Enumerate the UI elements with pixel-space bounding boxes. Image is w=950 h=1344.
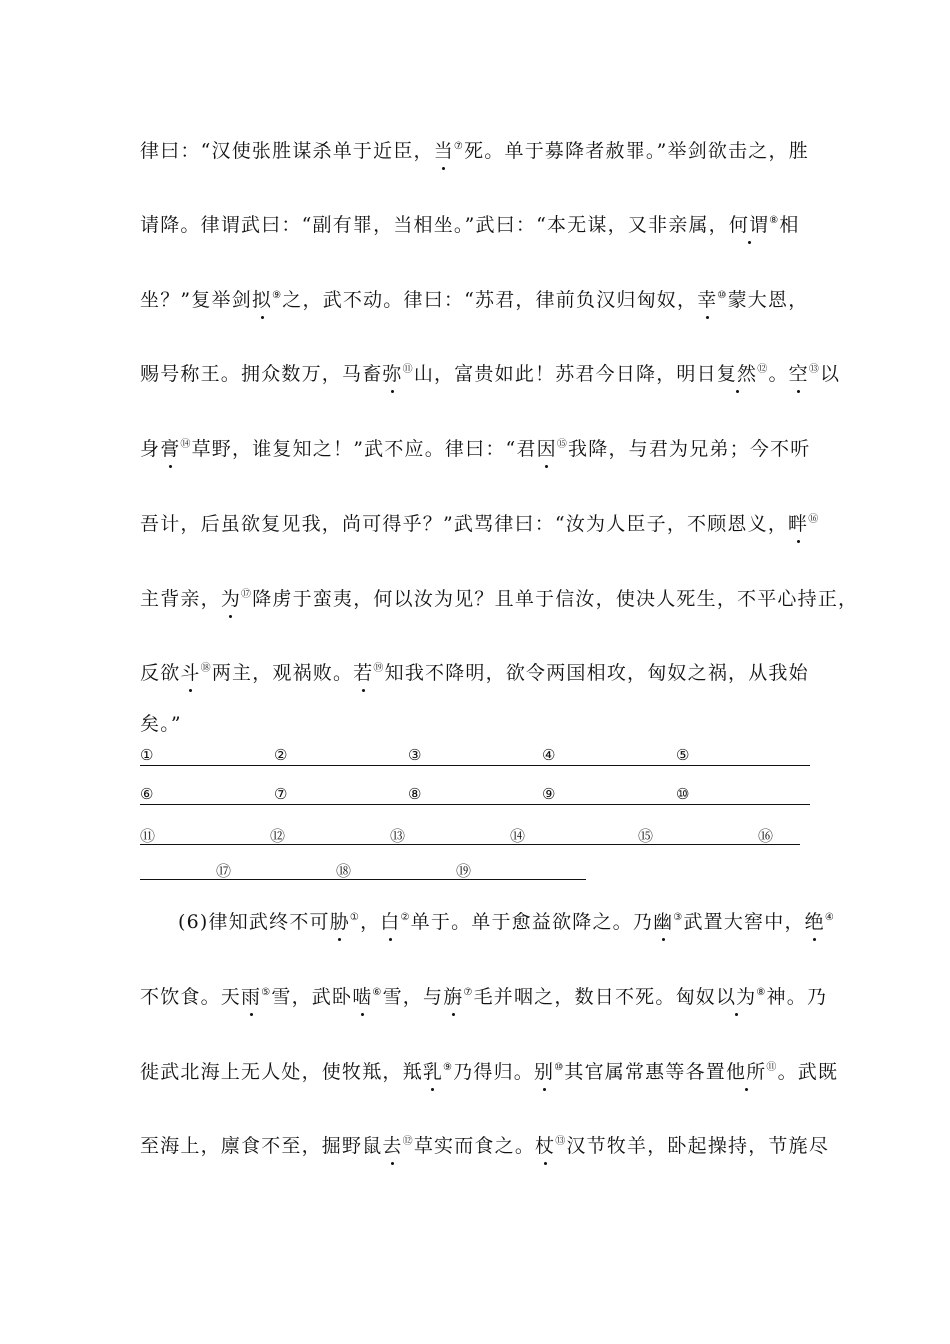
emphasized-word: 何谓 [729,210,769,237]
annotation-marker: ① [349,912,361,923]
annotation-marker: ⑨ [443,1062,454,1073]
emphasized-word: 斗 [180,658,200,685]
emphasized-word: 绝 [805,907,825,934]
emphasized-word: 白 [380,907,400,934]
annotation-marker: ⑩ [554,1062,565,1073]
passage6-line-2: 不饮食。天雨⑤雪，武卧啮⑥雪，与旃⑦毛并咽之，数日不死。匈奴以为⑧神。乃 [140,982,827,1009]
passage5-line-6: 吾计，后虽欲复见我，尚可得乎？”武骂律曰：“汝为人臣子，不顾恩义，畔⑯ [140,509,819,536]
annotation-marker: ⑦ [453,141,465,152]
answer-blank-7[interactable]: ⑦ [274,785,410,805]
annotation-marker: ⑰ [241,589,253,600]
passage5-line-5: 身膏⑭草野，谁复知之！”武不应。律曰：“君因⑮我降，与君为兄弟；今不听 [140,434,810,461]
emphasized-word: 胁 [330,907,350,934]
emphasized-word: 雨 [241,982,261,1009]
answer-blank-4[interactable]: ④ [542,746,678,766]
answer-blank-13[interactable]: ⑬ [390,825,512,845]
answer-blank-12[interactable]: ⑫ [270,825,392,845]
emphasized-word: 为 [221,584,241,611]
answer-blank-9[interactable]: ⑨ [542,785,678,805]
emphasized-word: 旃 [443,982,463,1009]
answer-blank-6[interactable]: ⑥ [140,785,276,805]
emphasized-word: 拟 [252,285,272,312]
annotation-marker: ⑧ [769,215,780,226]
annotation-marker: ⑥ [372,987,383,998]
passage5-line-4: 赐号称王。拥众数万，马畜弥⑪山，富贵如此！苏君今日降，明日复然⑫。空⑬以 [140,359,840,386]
annotation-marker: ⑫ [757,364,769,375]
answer-blank-16[interactable]: ⑯ [758,825,800,845]
passage6-line-3: 徙武北海上无人处，使牧羝，羝乳⑨乃得归。别⑩其官属常惠等各置他所⑪。武既 [140,1057,838,1084]
passage6-line-4: 至海上，廪食不至，掘野鼠去⑫草实而食之。杖⑬汉节牧羊，卧起操持，节旄尽 [140,1131,829,1158]
passage5-line-1: 律曰：“汉使张胜谋杀单于近臣，当⑦死。单于募降者赦罪。”举剑欲击之，胜 [140,136,809,163]
annotation-marker: ⑲ [373,663,385,674]
annotation-marker: ⑪ [402,364,414,375]
answer-blank-2[interactable]: ② [274,746,410,766]
emphasized-word: 畔 [788,509,808,536]
passage5-line-8: 反欲斗⑱两主，观祸败。若⑲知我不降明，欲令两国相攻，匈奴之祸，从我始 [140,658,809,685]
answer-blank-16-cont[interactable] [140,860,218,880]
answer-blank-11[interactable]: ⑪ [140,825,272,845]
emphasized-word: 因 [537,434,557,461]
answer-blank-1[interactable]: ① [140,746,276,766]
annotation-marker: ⑱ [200,663,212,674]
passage5-line-9: 矣。” [140,713,182,735]
emphasized-word: 空 [789,359,809,386]
emphasized-word: 幸 [697,285,717,312]
emphasized-word: 弥 [382,359,402,386]
passage6-line-1: (6)律知武终不可胁①，白②单于。单于愈益欲降之。乃幽③武置大窖中，绝④ [178,907,835,934]
answer-blank-17[interactable]: ⑰ [216,860,338,880]
emphasized-word: 乳 [423,1057,443,1084]
answer-blank-10[interactable]: ⑩ [676,785,810,805]
annotation-marker: ⑬ [555,1136,567,1147]
emphasized-word: 幽 [653,907,673,934]
answer-blank-5[interactable]: ⑤ [676,746,810,766]
annotation-marker: ⑩ [717,290,728,301]
emphasized-word: 膏 [160,434,180,461]
answer-blank-3[interactable]: ③ [408,746,544,766]
passage5-line-7: 主背亲，为⑰降虏于蛮夷，何以汝为见？且单于信汝，使决人死生，不平心持正， [140,584,858,611]
answer-blank-15[interactable]: ⑮ [638,825,760,845]
annotation-marker: ⑨ [272,290,283,301]
annotation-marker: ② [400,912,411,923]
answer-blank-19[interactable]: ⑲ [456,860,586,880]
annotation-marker: ⑮ [556,439,569,450]
emphasized-word: 去 [382,1131,402,1158]
emphasized-word: 若 [353,658,373,685]
annotation-marker: ③ [673,912,684,923]
annotation-marker: ⑪ [766,1062,778,1073]
answer-blank-18[interactable]: ⑱ [336,860,458,880]
emphasized-word: 以为 [716,982,756,1009]
emphasized-word: 当 [434,136,454,163]
passage5-line-2: 请降。律谓武曰：“副有罪，当相坐。”武曰：“本无谋，又非亲属，何谓⑧相 [140,210,800,237]
answer-blanks [140,746,820,886]
annotation-marker: ⑦ [463,987,474,998]
annotation-marker: ⑯ [808,514,820,525]
annotation-marker: ⑧ [756,987,767,998]
emphasized-word: 啮 [352,982,372,1009]
emphasized-word: 复然 [717,359,757,386]
annotation-marker: ⑤ [261,987,272,998]
answer-blank-8[interactable]: ⑧ [408,785,544,805]
emphasized-word: 他所 [726,1057,766,1084]
emphasized-word: 别 [534,1057,554,1084]
annotation-marker: ⑭ [180,439,192,450]
passage5-line-3: 坐？”复举剑拟⑨之，武不动。律曰：“苏君，律前负汉归匈奴，幸⑩蒙大恩， [140,285,808,312]
emphasized-word: 杖 [535,1131,555,1158]
annotation-marker: ④ [824,912,836,923]
annotation-marker: ⑬ [808,364,821,375]
annotation-marker: ⑫ [402,1136,414,1147]
answer-blank-14[interactable]: ⑭ [510,825,640,845]
